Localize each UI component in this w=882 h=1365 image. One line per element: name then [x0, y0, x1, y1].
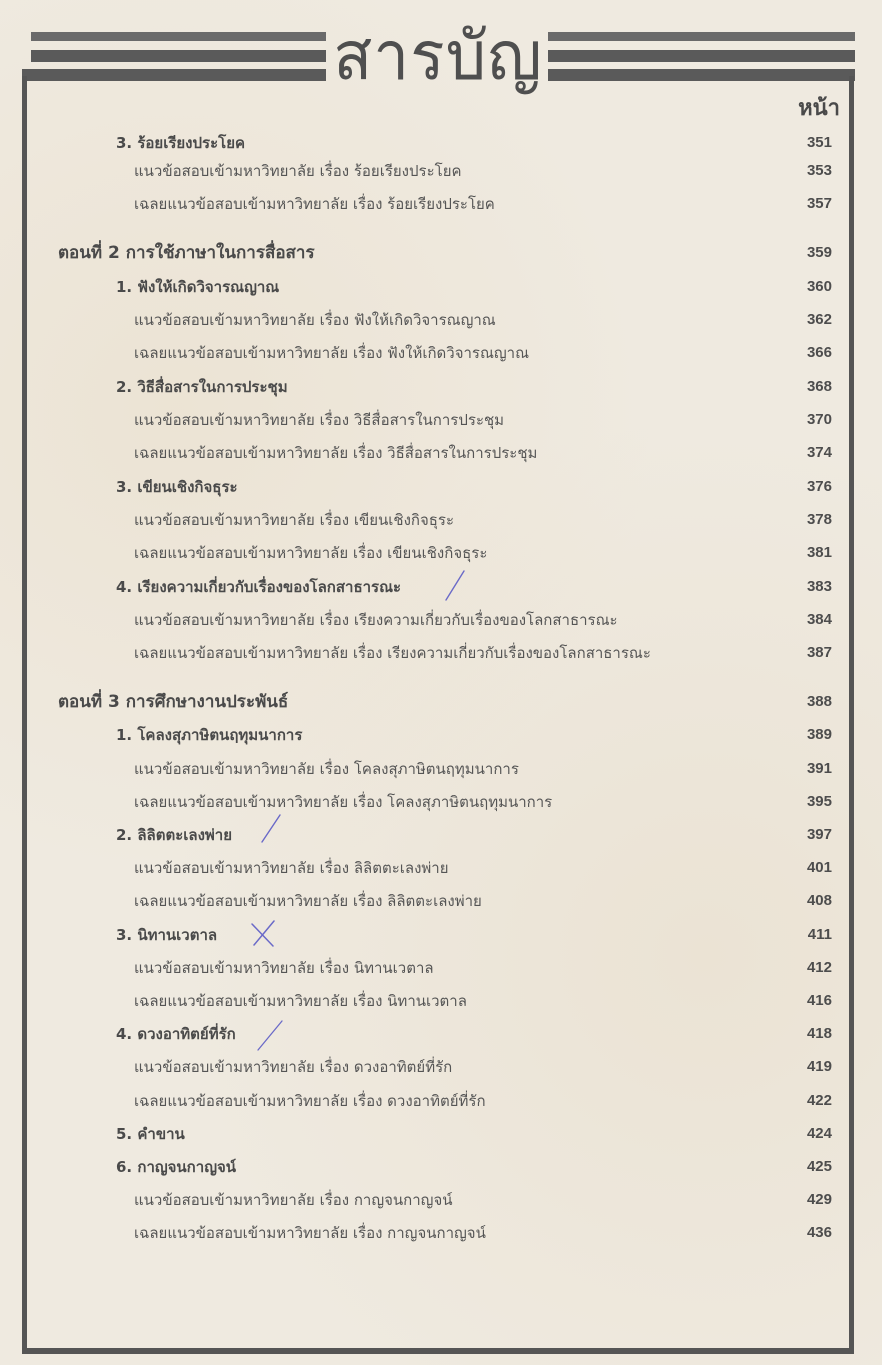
toc-label: เฉลยแนวข้อสอบเข้ามหาวิทยาลัย เรื่อง วิธีสื่อสารในการประชุม: [134, 444, 538, 462]
toc-label: เฉลยแนวข้อสอบเข้ามหาวิทยาลัย เรื่อง ลิลิตตะเลงพ่าย: [134, 892, 482, 910]
toc-label: แนวข้อสอบเข้ามหาวิทยาลัย เรื่อง ลิลิตตะเลงพ่าย: [134, 859, 449, 877]
toc-label: เฉลยแนวข้อสอบเข้ามหาวิทยาลัย เรื่อง ร้อยเรียงประโยค: [134, 195, 495, 213]
toc-chapter[interactable]: [0, 920, 882, 950]
toc-label: แนวข้อสอบเข้ามหาวิทยาลัย เรื่อง กาญจนกาญจน์: [134, 1191, 453, 1209]
toc-subentry[interactable]: [0, 305, 882, 335]
toc-page-number: 391: [806, 760, 832, 777]
toc-page-number: 408: [806, 892, 832, 909]
toc-chapter[interactable]: [0, 472, 882, 502]
header-stripe-right-2: [548, 50, 855, 62]
toc-page-number: 436: [806, 1224, 832, 1241]
toc-subentry[interactable]: [0, 886, 882, 916]
toc-subentry[interactable]: [0, 338, 882, 368]
toc-page-number: 411: [807, 926, 832, 943]
toc-page-number: 353: [806, 162, 832, 179]
toc-page-number: 425: [806, 1158, 832, 1175]
toc-label: แนวข้อสอบเข้ามหาวิทยาลัย เรื่อง นิทานเวตาล: [134, 959, 434, 977]
toc-label: เฉลยแนวข้อสอบเข้ามหาวิทยาลัย เรื่อง เขียนเชิงกิจธุระ: [134, 544, 488, 562]
toc-part[interactable]: [0, 687, 882, 717]
toc-page-number: 374: [806, 444, 832, 461]
toc-page-number: 419: [806, 1058, 832, 1075]
toc-label: 1. ฟังให้เกิดวิจารณญาณ: [116, 278, 280, 296]
toc-page-number: 378: [806, 511, 832, 528]
page-title: สารบัญ: [333, 18, 543, 96]
toc-chapter[interactable]: [0, 572, 882, 602]
toc-page-number: 397: [806, 826, 832, 843]
toc-page-number: 357: [806, 195, 832, 212]
toc-label: 3. ร้อยเรียงประโยค: [116, 134, 246, 152]
toc-page-number: 359: [806, 244, 832, 261]
toc-page-number: 429: [806, 1191, 832, 1208]
toc-subentry[interactable]: [0, 438, 882, 468]
toc-page-number: 388: [806, 693, 832, 710]
toc-label: แนวข้อสอบเข้ามหาวิทยาลัย เรื่อง ดวงอาทิตย์ที่รัก: [134, 1058, 453, 1076]
toc-subentry[interactable]: [0, 538, 882, 568]
toc-label: แนวข้อสอบเข้ามหาวิทยาลัย เรื่อง โคลงสุภาษิตนฤทุมนาการ: [134, 760, 519, 778]
toc-page-number: 412: [806, 959, 832, 976]
toc-label: เฉลยแนวข้อสอบเข้ามหาวิทยาลัย เรื่อง กาญจนกาญจน์: [134, 1224, 486, 1242]
header-stripe-left-1: [31, 32, 326, 41]
toc-chapter[interactable]: [0, 272, 882, 302]
toc-subentry[interactable]: [0, 986, 882, 1016]
toc-page-number: 366: [806, 344, 832, 361]
toc-subentry[interactable]: [0, 605, 882, 635]
toc-page-number: 418: [806, 1025, 832, 1042]
toc-page-number: 384: [806, 611, 832, 628]
toc-label: 4. ดวงอาทิตย์ที่รัก: [116, 1025, 236, 1043]
toc-subentry[interactable]: [0, 1086, 882, 1116]
toc-label: แนวข้อสอบเข้ามหาวิทยาลัย เรื่อง วิธีสื่อสารในการประชุม: [134, 411, 505, 429]
toc-part[interactable]: [0, 238, 882, 268]
toc-label: 2. วิธีสื่อสารในการประชุม: [116, 378, 288, 396]
toc-page-number: 376: [806, 478, 832, 495]
toc-page-number: 422: [806, 1092, 832, 1109]
toc-subentry[interactable]: [0, 953, 882, 983]
toc-label: แนวข้อสอบเข้ามหาวิทยาลัย เรื่อง เขียนเชิงกิจธุระ: [134, 511, 455, 529]
toc-subentry[interactable]: [0, 189, 882, 219]
toc-chapter[interactable]: [0, 1119, 882, 1149]
toc-label: เฉลยแนวข้อสอบเข้ามหาวิทยาลัย เรื่อง ฟังให้เกิดวิจารณญาณ: [134, 344, 530, 362]
toc-label: เฉลยแนวข้อสอบเข้ามหาวิทยาลัย เรื่อง เรียงความเกี่ยวกับเรื่องของโลกสาธารณะ: [134, 644, 651, 662]
toc-label: เฉลยแนวข้อสอบเข้ามหาวิทยาลัย เรื่อง นิทานเวตาล: [134, 992, 467, 1010]
toc-subentry[interactable]: [0, 787, 882, 817]
toc-page-number: 401: [806, 859, 832, 876]
toc-subentry[interactable]: [0, 638, 882, 668]
toc-label: ตอนที่ 2 การใช้ภาษาในการสื่อสาร: [58, 243, 315, 263]
toc-page-number: 389: [806, 726, 832, 743]
toc-subentry[interactable]: [0, 1185, 882, 1215]
toc-subentry[interactable]: [0, 1052, 882, 1082]
toc-label: 3. นิทานเวตาล: [116, 926, 218, 944]
toc-page-number: 416: [806, 992, 832, 1009]
page-column-header: หน้า: [798, 95, 840, 120]
toc-chapter[interactable]: [0, 372, 882, 402]
header-stripe-right-1: [548, 32, 855, 41]
toc-subentry[interactable]: [0, 1218, 882, 1248]
toc-page-number: 424: [806, 1125, 832, 1142]
toc-page-number: 395: [806, 793, 832, 810]
toc-label: 1. โคลงสุภาษิตนฤทุมนาการ: [116, 726, 303, 744]
toc-page-number: 381: [806, 544, 832, 561]
toc-subentry[interactable]: [0, 156, 882, 186]
toc-chapter[interactable]: [0, 1152, 882, 1182]
toc-label: ตอนที่ 3 การศึกษางานประพันธ์: [58, 692, 289, 712]
toc-page-number: 368: [806, 378, 832, 395]
toc-label: 6. กาญจนกาญจน์: [116, 1158, 237, 1176]
toc-chapter[interactable]: [0, 1019, 882, 1049]
toc-subentry[interactable]: [0, 754, 882, 784]
toc-page-number: 383: [806, 578, 832, 595]
toc-chapter[interactable]: [0, 720, 882, 750]
toc-label: แนวข้อสอบเข้ามหาวิทยาลัย เรื่อง เรียงความเกี่ยวกับเรื่องของโลกสาธารณะ: [134, 611, 618, 629]
toc-label: แนวข้อสอบเข้ามหาวิทยาลัย เรื่อง ฟังให้เกิดวิจารณญาณ: [134, 311, 496, 329]
toc-subentry[interactable]: [0, 853, 882, 883]
toc-label: 3. เขียนเชิงกิจธุระ: [116, 478, 238, 496]
toc-chapter[interactable]: [0, 820, 882, 850]
toc-label: 2. ลิลิตตะเลงพ่าย: [116, 826, 233, 844]
toc-chapter[interactable]: [0, 128, 882, 158]
toc-subentry[interactable]: [0, 405, 882, 435]
header-stripe-left-2: [31, 50, 326, 62]
toc-label: เฉลยแนวข้อสอบเข้ามหาวิทยาลัย เรื่อง โคลงสุภาษิตนฤทุมนาการ: [134, 793, 553, 811]
toc-label: 4. เรียงความเกี่ยวกับเรื่องของโลกสาธารณะ: [116, 578, 402, 596]
toc-page-number: 360: [806, 278, 832, 295]
toc-label: 5. คำขาน: [116, 1125, 185, 1143]
toc-subentry[interactable]: [0, 505, 882, 535]
toc-page-number: 387: [806, 644, 832, 661]
toc-label: แนวข้อสอบเข้ามหาวิทยาลัย เรื่อง ร้อยเรียงประโยค: [134, 162, 462, 180]
toc-page-number: 351: [806, 134, 832, 151]
toc-page-number: 362: [806, 311, 832, 328]
toc-page-number: 370: [806, 411, 832, 428]
toc-label: เฉลยแนวข้อสอบเข้ามหาวิทยาลัย เรื่อง ดวงอาทิตย์ที่รัก: [134, 1092, 486, 1110]
